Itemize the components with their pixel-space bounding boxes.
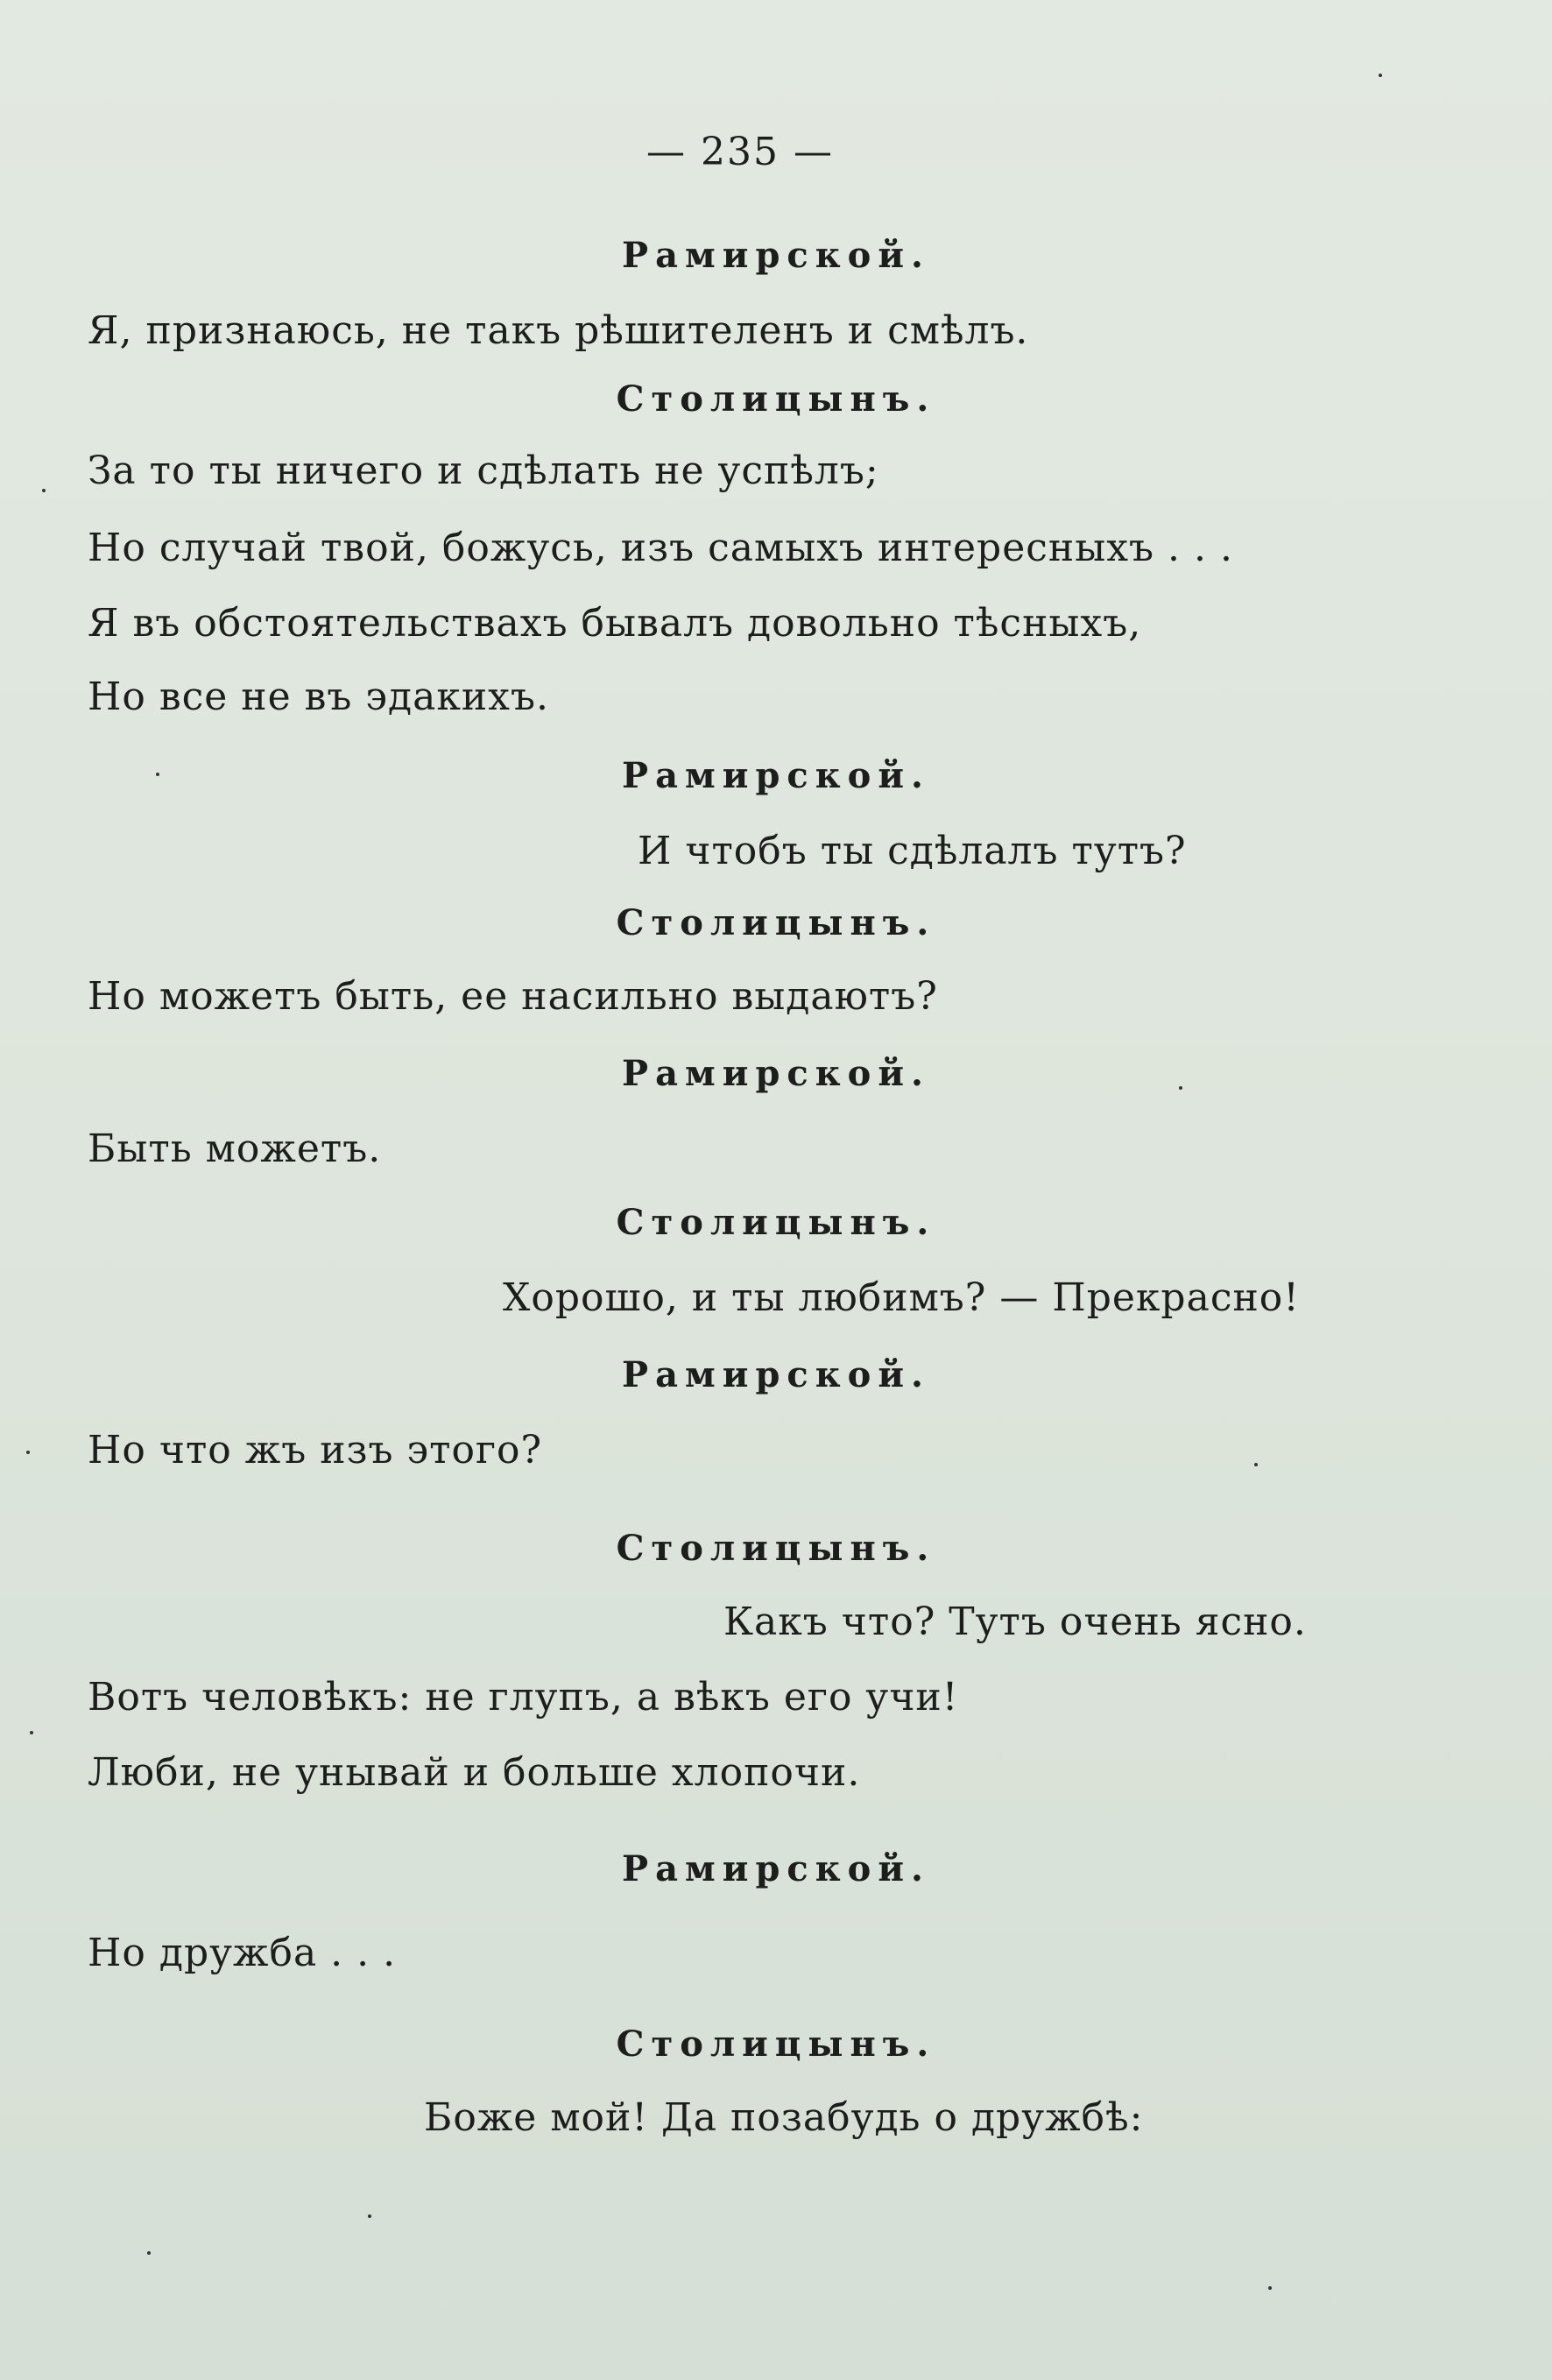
scan-speck xyxy=(42,489,46,492)
scan-speck xyxy=(1179,1086,1182,1090)
verse-line: Люби, не унывай и больше хлопочи. xyxy=(88,1750,861,1795)
scan-speck xyxy=(156,773,159,776)
speaker-heading: Рамирской. xyxy=(622,235,930,276)
scan-speck xyxy=(368,2214,371,2218)
verse-line: Но что жъ изъ этого? xyxy=(88,1428,543,1472)
speaker-heading: Столицынъ. xyxy=(616,902,936,943)
verse-line: Но дружба . . . xyxy=(88,1931,397,1975)
speaker-heading: Рамирской. xyxy=(622,1848,930,1889)
verse-line: Но можетъ быть, ее насильно выдаютъ? xyxy=(88,974,938,1019)
speaker-heading: Столицынъ. xyxy=(616,1528,936,1569)
verse-line: Быть можетъ. xyxy=(88,1126,382,1171)
verse-line: Какъ что? Тутъ очень ясно. xyxy=(723,1600,1307,1644)
scan-speck xyxy=(1379,74,1382,77)
verse-line: За то ты ничего и сдѣлать не успѣлъ; xyxy=(88,448,879,493)
scan-speck xyxy=(26,1451,30,1454)
verse-line: Боже мой! Да позабудь о дружбѣ: xyxy=(424,2095,1144,2140)
speaker-heading: Столицынъ. xyxy=(616,2023,936,2065)
scan-speck xyxy=(30,1731,33,1734)
verse-line: Я, признаюсь, не такъ рѣшителенъ и смѣлъ. xyxy=(88,308,1029,353)
speaker-heading: Столицынъ. xyxy=(616,1202,936,1243)
speaker-heading: Столицынъ. xyxy=(616,378,936,420)
speaker-heading: Рамирской. xyxy=(622,755,930,796)
scan-speck xyxy=(1268,2286,1272,2290)
verse-line: Вотъ человѣкъ: не глупъ, а вѣкъ его учи! xyxy=(88,1675,959,1720)
speaker-heading: Рамирской. xyxy=(622,1354,930,1395)
scan-speck xyxy=(147,2251,151,2255)
verse-line: Я въ обстоятельствахъ бывалъ довольно тѣсныхъ, xyxy=(88,601,1142,646)
verse-line: Но случай твой, божусь, изъ самыхъ интересныхъ . . . xyxy=(88,526,1233,570)
verse-line: Хорошо, и ты любимъ? — Прекрасно! xyxy=(503,1275,1300,1320)
speaker-heading: Рамирской. xyxy=(622,1053,930,1094)
scan-speck xyxy=(1254,1463,1258,1466)
verse-line: И чтобъ ты сдѣлалъ тутъ? xyxy=(638,829,1187,873)
verse-line: Но все не въ эдакихъ. xyxy=(88,674,549,719)
page-number: — 235 — xyxy=(646,130,834,174)
